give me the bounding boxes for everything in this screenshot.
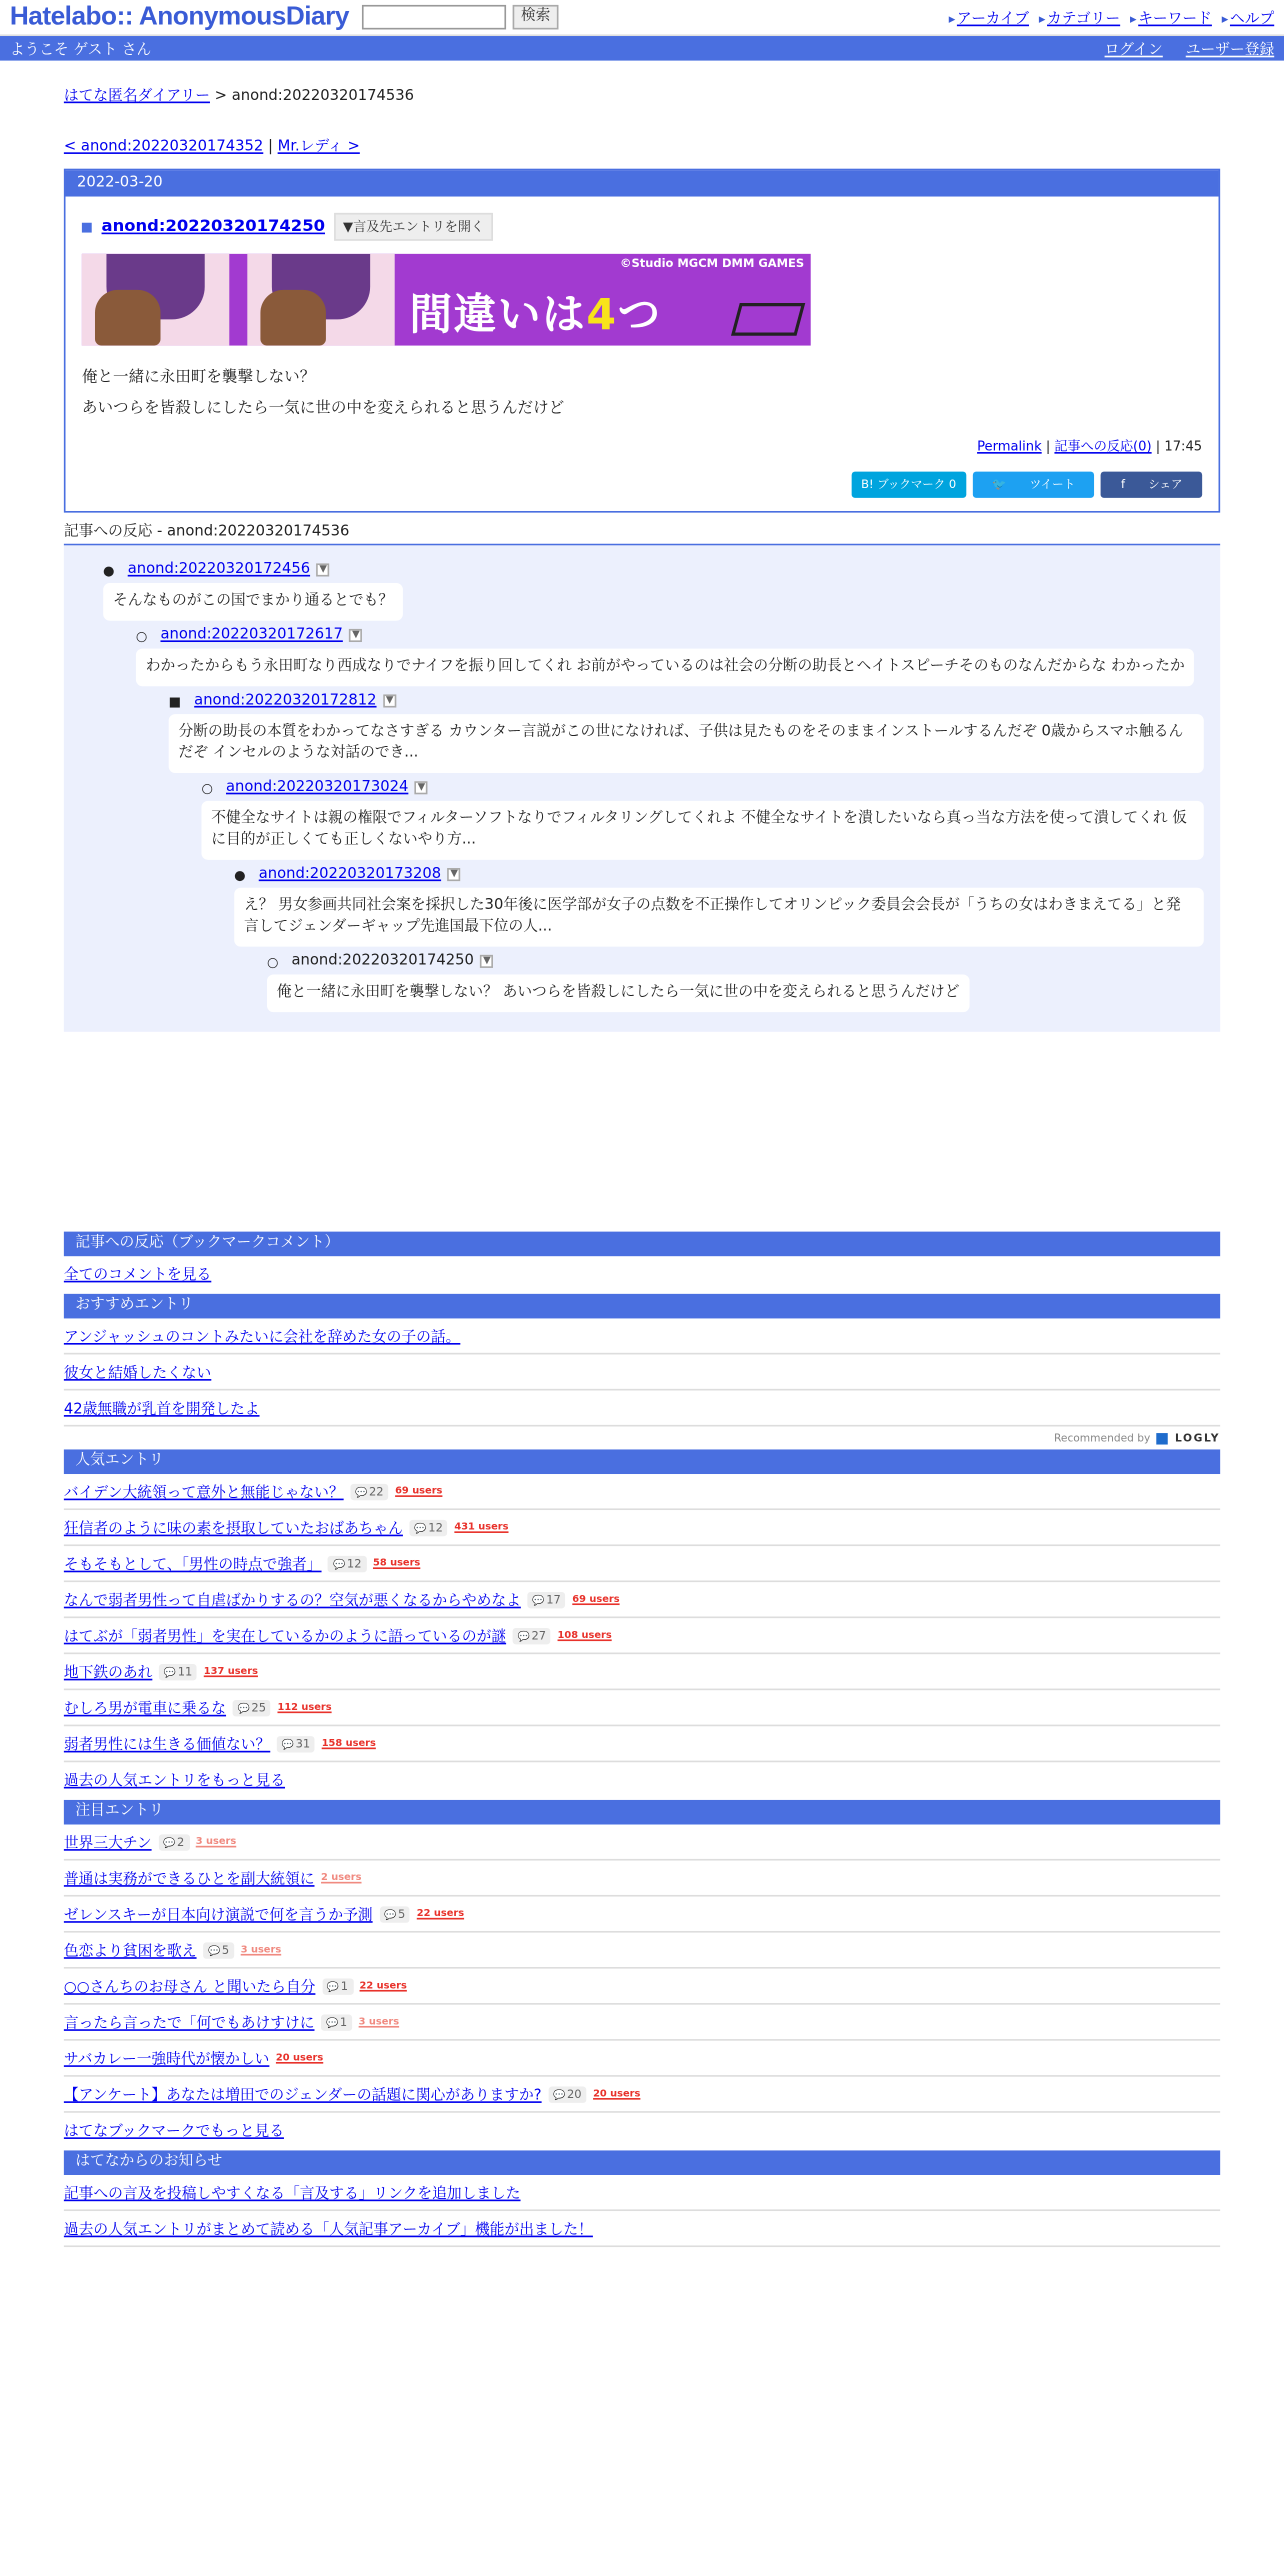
notice-header: はてなからのお知らせ	[64, 2150, 1220, 2175]
reaction-node: ○ anond:20220320174250 ▼ 俺と一緒に永田町を襲撃しない？ あいつらを皆殺しにしたら一気に世の中を変えられると思うんだけど	[267, 953, 1204, 1012]
breadcrumb-current: anond:20220320174536	[231, 88, 415, 105]
permalink[interactable]: Permalink	[977, 438, 1042, 454]
reactions-header: 記事への反応 - anond:20220320174536	[64, 519, 1220, 545]
attention-more-link[interactable]: はてなブックマークでもっと見る	[63, 2124, 284, 2141]
nav-archive[interactable]: アーカイブ	[956, 11, 1029, 28]
attention-list	[64, 1825, 1220, 2113]
reaction-node: ■ anond:20220320172812 ▼ 分断の助長の本質をわかってなさすぎる カウンター言説がこの世になければ、子供は見たものをそのままインストールするんだぞ 0歳からスマホ触るんだぞ インセルのような対話のでき...	[169, 693, 1204, 773]
table-row	[64, 1933, 1220, 1969]
recommended-link[interactable]: アンジャッシュのコントみたいに会社を辞めた女の子の話。	[63, 1329, 461, 1347]
reaction-tree	[64, 545, 1220, 1031]
comment-count[interactable]: 💬 12	[409, 1519, 447, 1535]
bookmark-users[interactable]: 22 users	[416, 1908, 465, 1920]
reaction-node: ○ anond:20220320172617 ▼ わかったからもう永田町なり西成なりでナイフを振り回してくれ お前がやっているのは社会の分断の助長とヘイトスピーチそのものなんだからな わかったか	[136, 627, 1204, 686]
popular-more-row	[64, 1762, 1220, 1796]
facebook-share-button[interactable]: f シェア	[1101, 472, 1202, 498]
reaction-text: え？ 男女参画共同社会案を採択した30年後に医学部が女子の点数を不正操作してオリンピック委員会会長が「うちの女はわきまえてる」と発言してジェンダーギャップ先進国最下位の人...	[234, 888, 1204, 947]
search-form	[362, 5, 559, 30]
table-row	[64, 1582, 1220, 1618]
comment-count[interactable]: 💬 5	[379, 1906, 410, 1922]
reaction-current: anond:20220320174250	[291, 953, 474, 970]
bookmark-comments-header: 記事への反応（ブックマークコメント）	[64, 1232, 1220, 1257]
bookmark-users[interactable]: 20 users	[593, 2088, 641, 2100]
bookmark-users[interactable]: 108 users	[557, 1629, 612, 1642]
table-row	[64, 1969, 1220, 2005]
day-date: 2022-03-20	[66, 170, 1219, 196]
logly-icon	[1157, 1432, 1168, 1443]
table-row	[64, 1726, 1220, 1762]
comment-count[interactable]: 💬 5	[203, 1942, 234, 1958]
bookmark-users[interactable]: 2 users	[321, 1872, 362, 1884]
table-row	[64, 1546, 1220, 1582]
popular-header: 人気エントリ	[64, 1449, 1220, 1474]
recommended-link[interactable]: 彼女と結婚したくない	[63, 1365, 212, 1383]
facebook-icon: f	[1120, 478, 1129, 492]
all-comments-link[interactable]: 全てのコメントを見る	[63, 1267, 212, 1285]
entry-link[interactable]: そもそもとして、「男性の時点で強者」	[63, 1557, 322, 1574]
attention-header: 注目エントリ	[64, 1800, 1220, 1825]
reactions-link[interactable]: 記事への反応(0)	[1054, 438, 1152, 454]
comment-count[interactable]: 💬 27	[513, 1627, 551, 1643]
tweet-button[interactable]: 🐦 ツイート	[973, 472, 1095, 498]
login-link[interactable]: ログイン	[1104, 42, 1163, 59]
recommended-header: おすすめエントリ	[64, 1294, 1220, 1319]
table-row	[64, 2041, 1220, 2077]
table-row	[64, 1654, 1220, 1690]
breadcrumb-home[interactable]: はてな匿名ダイアリー	[63, 88, 210, 105]
entry-link[interactable]: はてぶが「弱者男性」を実在しているかのように語っているのが謎	[63, 1629, 507, 1646]
bookmark-users[interactable]: 137 users	[203, 1665, 258, 1678]
share-buttons	[82, 472, 1202, 498]
entry-link[interactable]: 【アンケート】あなたは増田でのジェンダーの話題に関心がありますか?	[63, 2088, 542, 2105]
table-row	[64, 2077, 1220, 2113]
popular-more-link[interactable]: 過去の人気エントリをもっと見る	[63, 1773, 286, 1791]
entry-link[interactable]: なんで弱者男性って自虐ばかりするの？空気が悪くなるからやめなよ	[63, 1593, 521, 1610]
register-link[interactable]: ユーザー登録	[1185, 42, 1275, 59]
next-entry-link[interactable]: Mr.レディ >	[277, 139, 360, 156]
entry-line: 俺と一緒に永田町を襲撃しない？	[81, 368, 316, 387]
bookmark-users[interactable]: 3 users	[358, 2016, 400, 2028]
reaction-node: ○ anond:20220320173024 ▼ 不健全なサイトは親の権限でフィルターソフトなりでフィルタリングしてくれよ 不健全なサイトを潰したいなら真っ当な方法を使って潰してくれ 仮に目的が正しくても正しくないやり方...	[201, 780, 1203, 860]
entry-link[interactable]: ○○さんちのお母さん と聞いたら自分	[63, 1980, 316, 1997]
entry-body	[82, 362, 1202, 424]
entry-link[interactable]: 色恋より貧困を歌え	[63, 1944, 197, 1961]
day-box	[64, 169, 1220, 513]
arrow-icon: ▸	[1038, 11, 1046, 27]
recommended-link[interactable]: 42歳無職が乳首を開発したよ	[63, 1401, 260, 1419]
reaction-node: ● anond:20220320172456 ▼ そんなものがこの国でまかり通るとでも？	[103, 562, 1204, 621]
ad-banner[interactable]	[82, 254, 811, 346]
welcome-text: ようこそ ゲスト さん	[9, 42, 152, 59]
reaction-text: そんなものがこの国でまかり通るとでも？	[103, 583, 403, 621]
pager	[64, 134, 1220, 155]
entry-link[interactable]: 普通は実務ができるひとを副大統領に	[63, 1872, 315, 1889]
comment-count[interactable]: 💬 20	[548, 2086, 586, 2102]
list-item	[64, 1318, 1220, 1354]
open-ref-button[interactable]: ▼言及先エントリを開く	[335, 213, 492, 241]
table-row	[64, 1861, 1220, 1897]
user-bar	[0, 36, 1284, 61]
entry-meta: Permalink | 記事への反応(0) | 17:45	[977, 438, 1203, 454]
reaction-text: 俺と一緒に永田町を襲撃しない？ あいつらを皆殺しにしたら一気に世の中を変えられると思うんだけど	[267, 974, 969, 1012]
reaction-link[interactable]: anond:20220320173208	[258, 866, 442, 883]
ad-space	[64, 1032, 1220, 1215]
entry-link[interactable]: 地下鉄のあれ	[63, 1665, 153, 1683]
entry-title[interactable]: anond:20220320174250	[101, 217, 326, 236]
entry-link[interactable]: むしろ男が電車に乗るな	[63, 1701, 227, 1719]
entry-link[interactable]: 世界三大チン	[63, 1835, 152, 1853]
reaction-text: 分断の助長の本質をわかってなさすぎる カウンター言説がこの世になければ、子供は見たものをそのままインストールするんだぞ 0歳からスマホ触るんだぞ インセルのような対話のでき...	[169, 714, 1204, 773]
list-item	[64, 2175, 1220, 2211]
top-nav	[949, 7, 1275, 28]
bear-icon	[95, 290, 161, 346]
site-logo[interactable]: Hatelabo:: AnonymousDiary	[9, 2, 349, 31]
comment-count[interactable]: 💬 12	[328, 1555, 366, 1571]
comment-count[interactable]: 💬 2	[158, 1834, 189, 1850]
chevron-down-icon[interactable]: ▼	[415, 781, 428, 794]
list-item	[64, 1390, 1220, 1426]
main-content	[64, 84, 1220, 2248]
all-comments-row	[64, 1256, 1220, 1290]
comment-count[interactable]: 💬 25	[233, 1699, 271, 1715]
attention-more-row	[64, 2113, 1220, 2147]
bookmark-users[interactable]: 431 users	[454, 1521, 509, 1533]
chevron-down-icon[interactable]: ▼	[349, 629, 362, 642]
entry-link[interactable]: バイデン大統領って意外と無能じゃない？	[63, 1485, 344, 1502]
pager-sep: |	[263, 139, 278, 156]
bookmark-users[interactable]: 112 users	[277, 1701, 332, 1714]
header	[0, 0, 1284, 36]
prev-entry-link[interactable]: < anond:20220320174352	[63, 139, 264, 156]
entry-line: あいつらを皆殺しにしたら一気に世の中を変えられると思うんだけど	[81, 399, 565, 418]
bookmark-users[interactable]: 20 users	[275, 2052, 324, 2064]
arrow-icon: ▸	[1221, 11, 1229, 27]
hatena-bookmark-button[interactable]: B! ブックマーク 0	[851, 472, 966, 498]
notice-link[interactable]: 記事への言及を投稿しやすくなる「言及する」リンクを追加しました	[63, 2186, 521, 2203]
table-row	[64, 2005, 1220, 2041]
entry-time: 17:45	[1164, 438, 1203, 454]
bookmark-users[interactable]: 22 users	[359, 1980, 407, 1992]
reaction-text: わかったからもう永田町なり西成なりでナイフを振り回してくれ お前がやっているのは社会の分断の助長とヘイトスピーチそのものなんだからな わかったか	[136, 649, 1195, 687]
entry-link[interactable]: サバカレー一強時代が懐かしい	[63, 2052, 270, 2069]
table-row	[64, 1510, 1220, 1546]
chevron-down-icon[interactable]: ▼	[448, 868, 461, 881]
nav-help[interactable]: ヘルプ	[1229, 11, 1275, 28]
entry-link[interactable]: 弱者男性には生きる価値ない？	[63, 1737, 271, 1755]
entry-link[interactable]: ゼレンスキーが日本向け演説で何を言うか予測	[63, 1908, 373, 1925]
comment-count[interactable]: 💬 22	[350, 1483, 388, 1499]
comment-count[interactable]: 💬 1	[322, 1978, 353, 1994]
nav-keyword[interactable]: キーワード	[1138, 11, 1212, 28]
search-input[interactable]	[362, 5, 506, 30]
comment-count[interactable]: 💬 31	[277, 1735, 315, 1751]
chevron-down-icon[interactable]: ▼	[317, 563, 330, 576]
reaction-link[interactable]: anond:20220320172812	[194, 692, 377, 710]
reaction-link[interactable]: anond:20220320172456	[127, 561, 311, 579]
arrow-icon: ▸	[1129, 11, 1137, 27]
breadcrumb-sep: >	[209, 88, 232, 105]
nav-category[interactable]: カテゴリー	[1047, 11, 1121, 28]
square-icon	[82, 222, 92, 232]
popular-list	[64, 1474, 1220, 1762]
search-button[interactable]: 検索	[513, 5, 559, 30]
banner-credit: ©Studio MGCM DMM GAMES	[620, 257, 805, 271]
table-row	[64, 1897, 1220, 1933]
bear-icon	[260, 290, 326, 346]
comment-count[interactable]: 💬 17	[527, 1591, 565, 1607]
list-item	[64, 1354, 1220, 1390]
reaction-link[interactable]: anond:20220320173024	[225, 779, 409, 796]
recommended-by: Recommended by LOGLY	[1053, 1431, 1221, 1445]
table-row	[64, 1474, 1220, 1510]
bookmark-users[interactable]: 158 users	[321, 1737, 376, 1750]
reaction-text: 不健全なサイトは親の権限でフィルターソフトなりでフィルタリングしてくれよ 不健全なサイトを潰したいなら真っ当な方法を使って潰してくれ 仮に目的が正しくても正しくないやり方...	[201, 801, 1203, 860]
entry-title-row	[82, 213, 1202, 241]
table-row	[64, 1618, 1220, 1654]
bookmark-users[interactable]: 3 users	[240, 1944, 282, 1956]
entry-link[interactable]: 狂信者のように味の素を摂取していたおばあちゃん	[63, 1521, 403, 1538]
twitter-icon: 🐦	[992, 478, 1011, 492]
banner-title: 間違いは4つ	[409, 291, 662, 341]
arrow-icon: ▸	[948, 11, 956, 27]
bookmark-users[interactable]: 69 users	[572, 1593, 620, 1606]
table-row	[64, 1825, 1220, 1861]
list-item	[64, 2211, 1220, 2247]
chevron-down-icon[interactable]: ▼	[480, 955, 493, 968]
chevron-down-icon[interactable]: ▼	[383, 694, 396, 707]
comment-count[interactable]: 💬 11	[159, 1663, 197, 1679]
bookmark-users[interactable]: 58 users	[372, 1557, 421, 1570]
table-row	[64, 1690, 1220, 1726]
reaction-node: ● anond:20220320173208 ▼ え？ 男女参画共同社会案を採択した30年後に医学部が女子の点数を不正操作してオリンピック委員会会長が「うちの女はわきまえてる」と発言してジェンダーギャップ先進国最下位の人...	[234, 866, 1204, 946]
bookmark-users[interactable]: 69 users	[395, 1485, 443, 1497]
reaction-link[interactable]: anond:20220320172617	[160, 627, 343, 644]
banner-logo	[731, 303, 805, 336]
entry-link[interactable]: 言ったら言ったで「何でもあけすけに	[63, 2016, 315, 2033]
bookmark-users[interactable]: 3 users	[195, 1835, 237, 1848]
notice-link[interactable]: 過去の人気エントリがまとめて読める「人気記事アーカイブ」機能が出ました！	[63, 2222, 593, 2239]
breadcrumb	[64, 84, 1220, 105]
comment-count[interactable]: 💬 1	[321, 2014, 352, 2030]
